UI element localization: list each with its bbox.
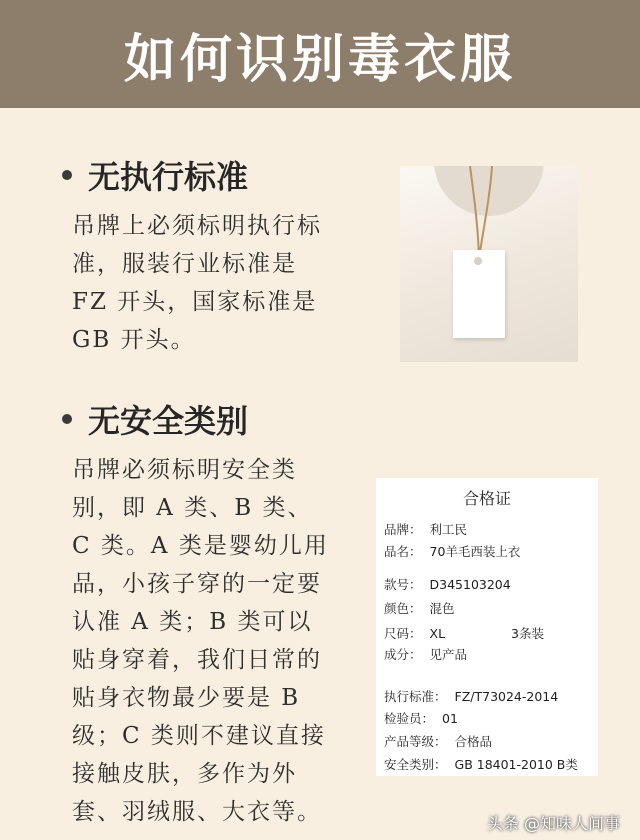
cert-value: 混色 <box>429 601 455 616</box>
cert-value: 合格品 <box>454 734 493 749</box>
cert-value: GB 18401-2010 B类 <box>454 757 578 772</box>
section-title: 无执行标准 <box>88 158 249 196</box>
text-line: 认准 A 类；B 类可以 <box>72 609 313 635</box>
text-line: 品，小孩子穿的一定要 <box>72 571 322 597</box>
text-line: 套、羽绒服、大衣等。 <box>72 799 322 825</box>
cert-label: 检验员： <box>384 711 435 726</box>
hang-tag <box>453 250 505 338</box>
text-line: 贴身衣物最少要是 B <box>72 685 301 711</box>
header-banner <box>0 0 640 108</box>
text-line: 准，服装行业标准是 <box>72 251 297 277</box>
bullet-icon <box>62 414 72 424</box>
bullet-icon <box>62 170 72 180</box>
garment-tag-photo <box>400 166 578 362</box>
cert-label: 成分： <box>384 647 422 662</box>
cert-label: 执行标准： <box>384 689 447 704</box>
text-line: 级；C 类则不建议直接 <box>72 723 326 749</box>
text-line: 别，即 A 类、B 类、 <box>72 495 313 521</box>
section-title: 无安全类别 <box>88 402 249 440</box>
cert-pack-count: 3条装 <box>511 626 544 641</box>
cert-value: 见产品 <box>429 647 468 662</box>
tag-hole <box>474 257 482 265</box>
cert-label: 品牌： <box>384 522 422 537</box>
cert-label: 安全类别： <box>384 757 447 772</box>
cert-label: 品名： <box>384 544 422 559</box>
section-heading-safety <box>62 396 248 442</box>
watermark: 头条 @知味人间事 <box>486 814 620 833</box>
cert-row-grade <box>384 732 492 750</box>
cert-value: 01 <box>442 711 458 726</box>
cert-row-brand <box>384 520 467 538</box>
section-paragraph-safety <box>72 451 329 831</box>
cert-value: FZ/T73024-2014 <box>454 689 559 704</box>
text-line: 吊牌上必须标明执行标 <box>72 213 322 239</box>
cert-row-color <box>384 599 455 617</box>
text-line: FZ 开头，国家标准是 <box>72 289 318 315</box>
cert-label: 颜色： <box>384 601 422 616</box>
text-line: 贴身穿着，我们日常的 <box>72 647 322 673</box>
cert-value: 70羊毛西装上衣 <box>429 544 521 559</box>
certificate-card <box>376 478 598 776</box>
cert-label: 尺码： <box>384 626 422 641</box>
cert-row-safety-category <box>384 755 578 773</box>
cert-value: D345103204 <box>429 577 511 592</box>
cert-row-style-no <box>384 575 511 593</box>
certificate-title: 合格证 <box>462 489 511 508</box>
section-heading-standard <box>62 152 248 198</box>
cert-row-exec-standard <box>384 687 558 705</box>
text-line: GB 开头。 <box>72 327 196 353</box>
section-paragraph-standard <box>72 207 322 359</box>
page-title: 如何识别毒衣服 <box>123 28 516 90</box>
text-line: 吊牌必须标明安全类 <box>72 457 297 483</box>
cert-row-size <box>384 624 544 642</box>
cert-value: 利工民 <box>429 522 468 537</box>
cert-value: XL <box>429 626 446 641</box>
cert-row-composition <box>384 645 467 663</box>
text-line: 接触皮肤，多作为外 <box>72 761 297 787</box>
cert-label: 款号： <box>384 577 422 592</box>
text-line: C 类。A 类是婴幼儿用 <box>72 533 329 559</box>
cert-row-inspector <box>384 709 458 727</box>
cert-row-product-name <box>384 542 520 560</box>
cert-label: 产品等级： <box>384 734 447 749</box>
